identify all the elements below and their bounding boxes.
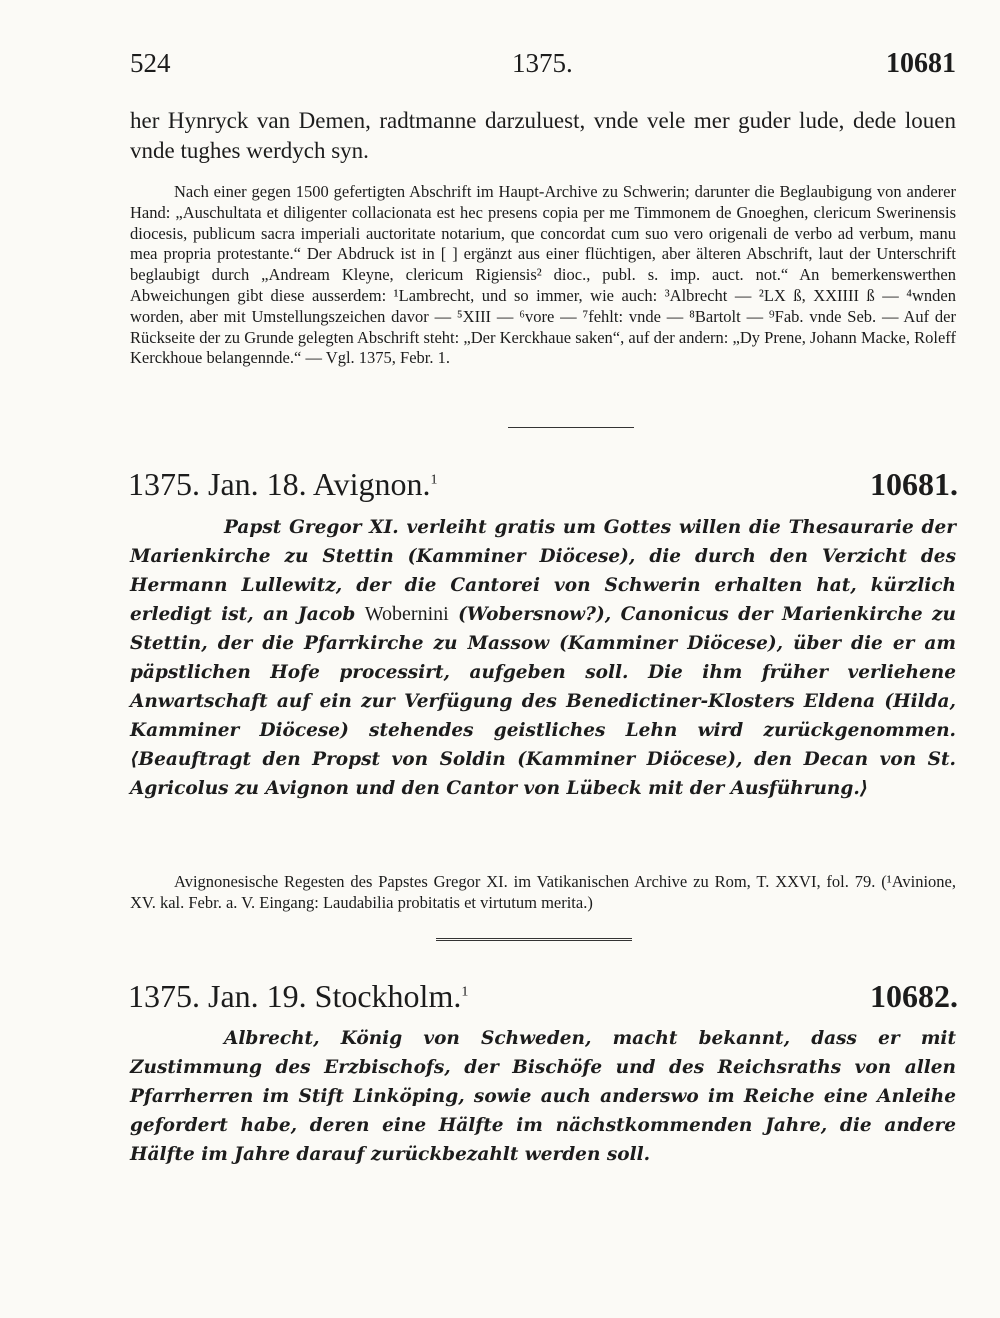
entry-date [128,978,468,1015]
entry-divider [436,938,632,941]
entry-heading-10681 [128,466,958,508]
regest-name: Wobernini [364,603,449,625]
source-note-text: Avignonesische Regesten des Papstes Gregor XI. im Vatikanischen Archive zu Rom, T. XXVI, fol. 79. (¹Avinione, XV. kal. Febr. a. V. Eingang: Laudabilia probitatis et virtutum merita.) [130,872,956,912]
regest-10681 [130,513,956,803]
entry-heading-10682 [128,978,958,1020]
source-note-text: Nach einer gegen 1500 gefertigten Abschrift im Haupt-Archive zu Schwerin; darunter die Beglaubigung von anderer Hand: „Auschultata et diligenter collacionata est hec presens copia per me Timmonem de Gnoeghen, clericum Swerinensis diocesis, publicum sacra imperiali auctoritate notarium, que concordat cum suo vero origenali de verbo ad verbum, manu mea propria protestante.“ Der Abdruck ist in [ ] ergänzt aus einer flüchtigen, aber älteren Abschrift, laut der Unterschrift beglaubigt durch „Andream Kleyne, clericum Rigiensis² dioc., publ. s. imp. auct. not.“ An bemerkenswerthen Abweichungen gibt diese ausserdem: ¹Lambrecht, und so immer, wie auch: ³Albrecht — ²LX ß, XXIIII ß — ⁴wnden worden, aber mit Umstellungszeichen davor — ⁵XIII — ⁶vore — ⁷fehlt: vnde — ⁸Bartolt — ⁹Fab. vnde Seb. — Auf der Rückseite der zu Grunde gelegten Abschrift steht: „Der Kerckhaue saken“, auf der andern: „Dy Prene, Johann Macke, Roleff Kerckhoue belangennde.“ — Vgl. 1375, Febr. 1. [130,182,956,368]
carryover-text: her Hynryck van Demen, radtmanne darzuluest, vnde vele mer guder lude, dede louen vnde tughes werdych syn. [130,108,956,163]
footnote-marker: 1 [430,472,438,488]
regest-text-cont: (Wobersnow?), Canonicus der Marienkirche zu Stettin, der die Pfarrkirche zu Massow (Kamminer Diöcese), über die er am päpstlichen Hofe processirt, aufgeben soll. Die ihm früher verliehene Anwartschaft auf ein zur Verfügung des Benedictiner-Klosters Eldena (Hilda, Kamminer Diöcese) stehendes geistliches Lehn wird zurückgenommen. ⟨Beauftragt den Propst von Soldin (Kamminer Diöcese), den Decan von St. Agricolus zu Avignon und den Cantor von Lübeck mit der Ausführung.⟩ [130,604,957,799]
source-note-10680 [130,182,956,369]
entry-number: 10682. [870,978,958,1014]
running-header [130,48,956,88]
page-number: 524 [130,48,171,78]
footnote-marker: 1 [461,984,469,1000]
regest-10682 [130,1024,956,1169]
entry-number: 10681. [870,466,958,502]
header-document-number: 10681 [886,48,956,79]
regest-text: Papst Gregor XI. verleiht gratis um Gottes willen die Thesaurarie der Marienkirche zu Stettin (Kamminer Diöcese), die durch den Verzicht des Hermann Lullewitz, der die Cantorei von Schwerin erhalten hat, kürzlich erledigt ist, an Jacob [130,517,956,625]
entry-date-text: 1375. Jan. 18. Avignon. [128,466,431,502]
section-divider [508,427,634,428]
header-year: 1375. [512,48,573,78]
entry-date [128,466,438,503]
regest-text: Albrecht, König von Schweden, macht bekannt, dass er mit Zustimmung des Erzbischofs, der Bischöfe und des Reichsraths von allen Pfarrherren im Stift Linköping, sowie auch anderswo im Reiche eine Anleihe gefordert habe, deren eine Hälfte im nächstkommenden Jahre, die andere Hälfte im Jahre darauf zurückbezahlt werden soll. [130,1028,956,1165]
source-note-10681 [130,872,956,914]
entry-date-text: 1375. Jan. 19. Stockholm. [128,978,462,1014]
